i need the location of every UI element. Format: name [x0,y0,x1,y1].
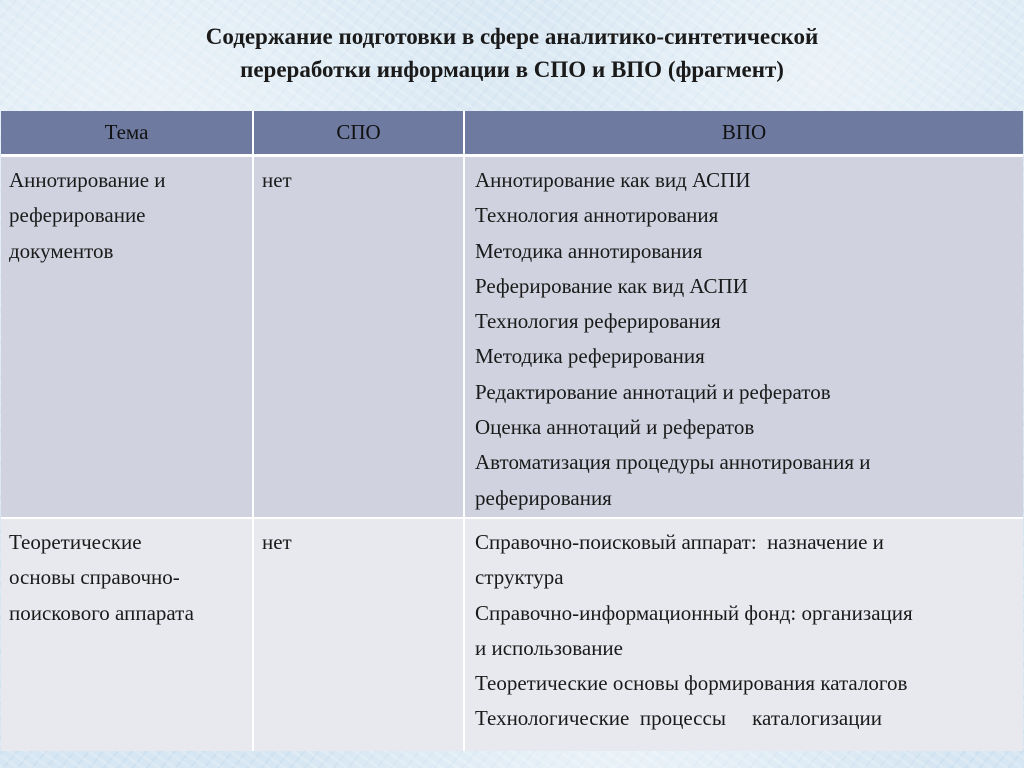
vpo-line: Оценка аннотаций и рефератов [475,415,755,440]
table-header-row [1,111,1023,156]
vpo-line: Справочно-поисковый аппарат: назначение и [475,530,884,554]
table-row [1,156,1023,519]
slide-title-line-2: переработки информации в СПО и ВПО (фрагмент) [240,57,784,82]
vpo-line: реферирования [475,485,612,510]
topic-line: основы справочно- [9,565,180,590]
topic-line: поискового аппарата [9,600,194,625]
topic-line: реферирование [9,203,146,228]
vpo-line: Технологические процессы каталогизации [475,706,882,731]
vpo-line: Технология аннотирования [475,203,719,228]
slide-title-line-1: Содержание подготовки в сфере аналитико-синтетической [205,24,819,49]
vpo-line: Реферирование как вид АСПИ [475,273,748,298]
vpo-line: Справочно-информационный фонд: организация [475,600,913,625]
topic-cell [1,156,253,519]
header-vpo: ВПО [464,111,1023,156]
vpo-line: Методика реферирования [475,344,705,369]
content-table [1,111,1023,751]
vpo-line: Аннотирование как вид АСПИ [475,168,751,192]
vpo-cell [464,518,1023,751]
spo-cell [253,156,464,519]
vpo-line: и использование [475,635,623,660]
spo-value: нет [262,530,292,554]
vpo-line: Методика аннотирования [475,238,703,263]
topic-line: Теоретические [9,530,142,554]
spo-value: нет [262,168,292,192]
vpo-line: Автоматизация процедуры аннотирования и [475,450,871,475]
table-row [1,518,1023,751]
vpo-line: Редактирование аннотаций и рефератов [475,379,831,404]
header-spo: СПО [253,111,464,156]
vpo-line: Технология реферирования [475,309,721,334]
spo-cell [253,518,464,751]
topic-line: документов [9,238,114,263]
vpo-cell [464,156,1023,519]
slide-title [0,20,1024,86]
header-topic: Тема [1,111,253,156]
topic-line: Аннотирование и [9,168,166,192]
vpo-line: структура [475,565,564,590]
topic-cell [1,518,253,751]
vpo-line: Теоретические основы формирования каталогов [475,671,908,696]
